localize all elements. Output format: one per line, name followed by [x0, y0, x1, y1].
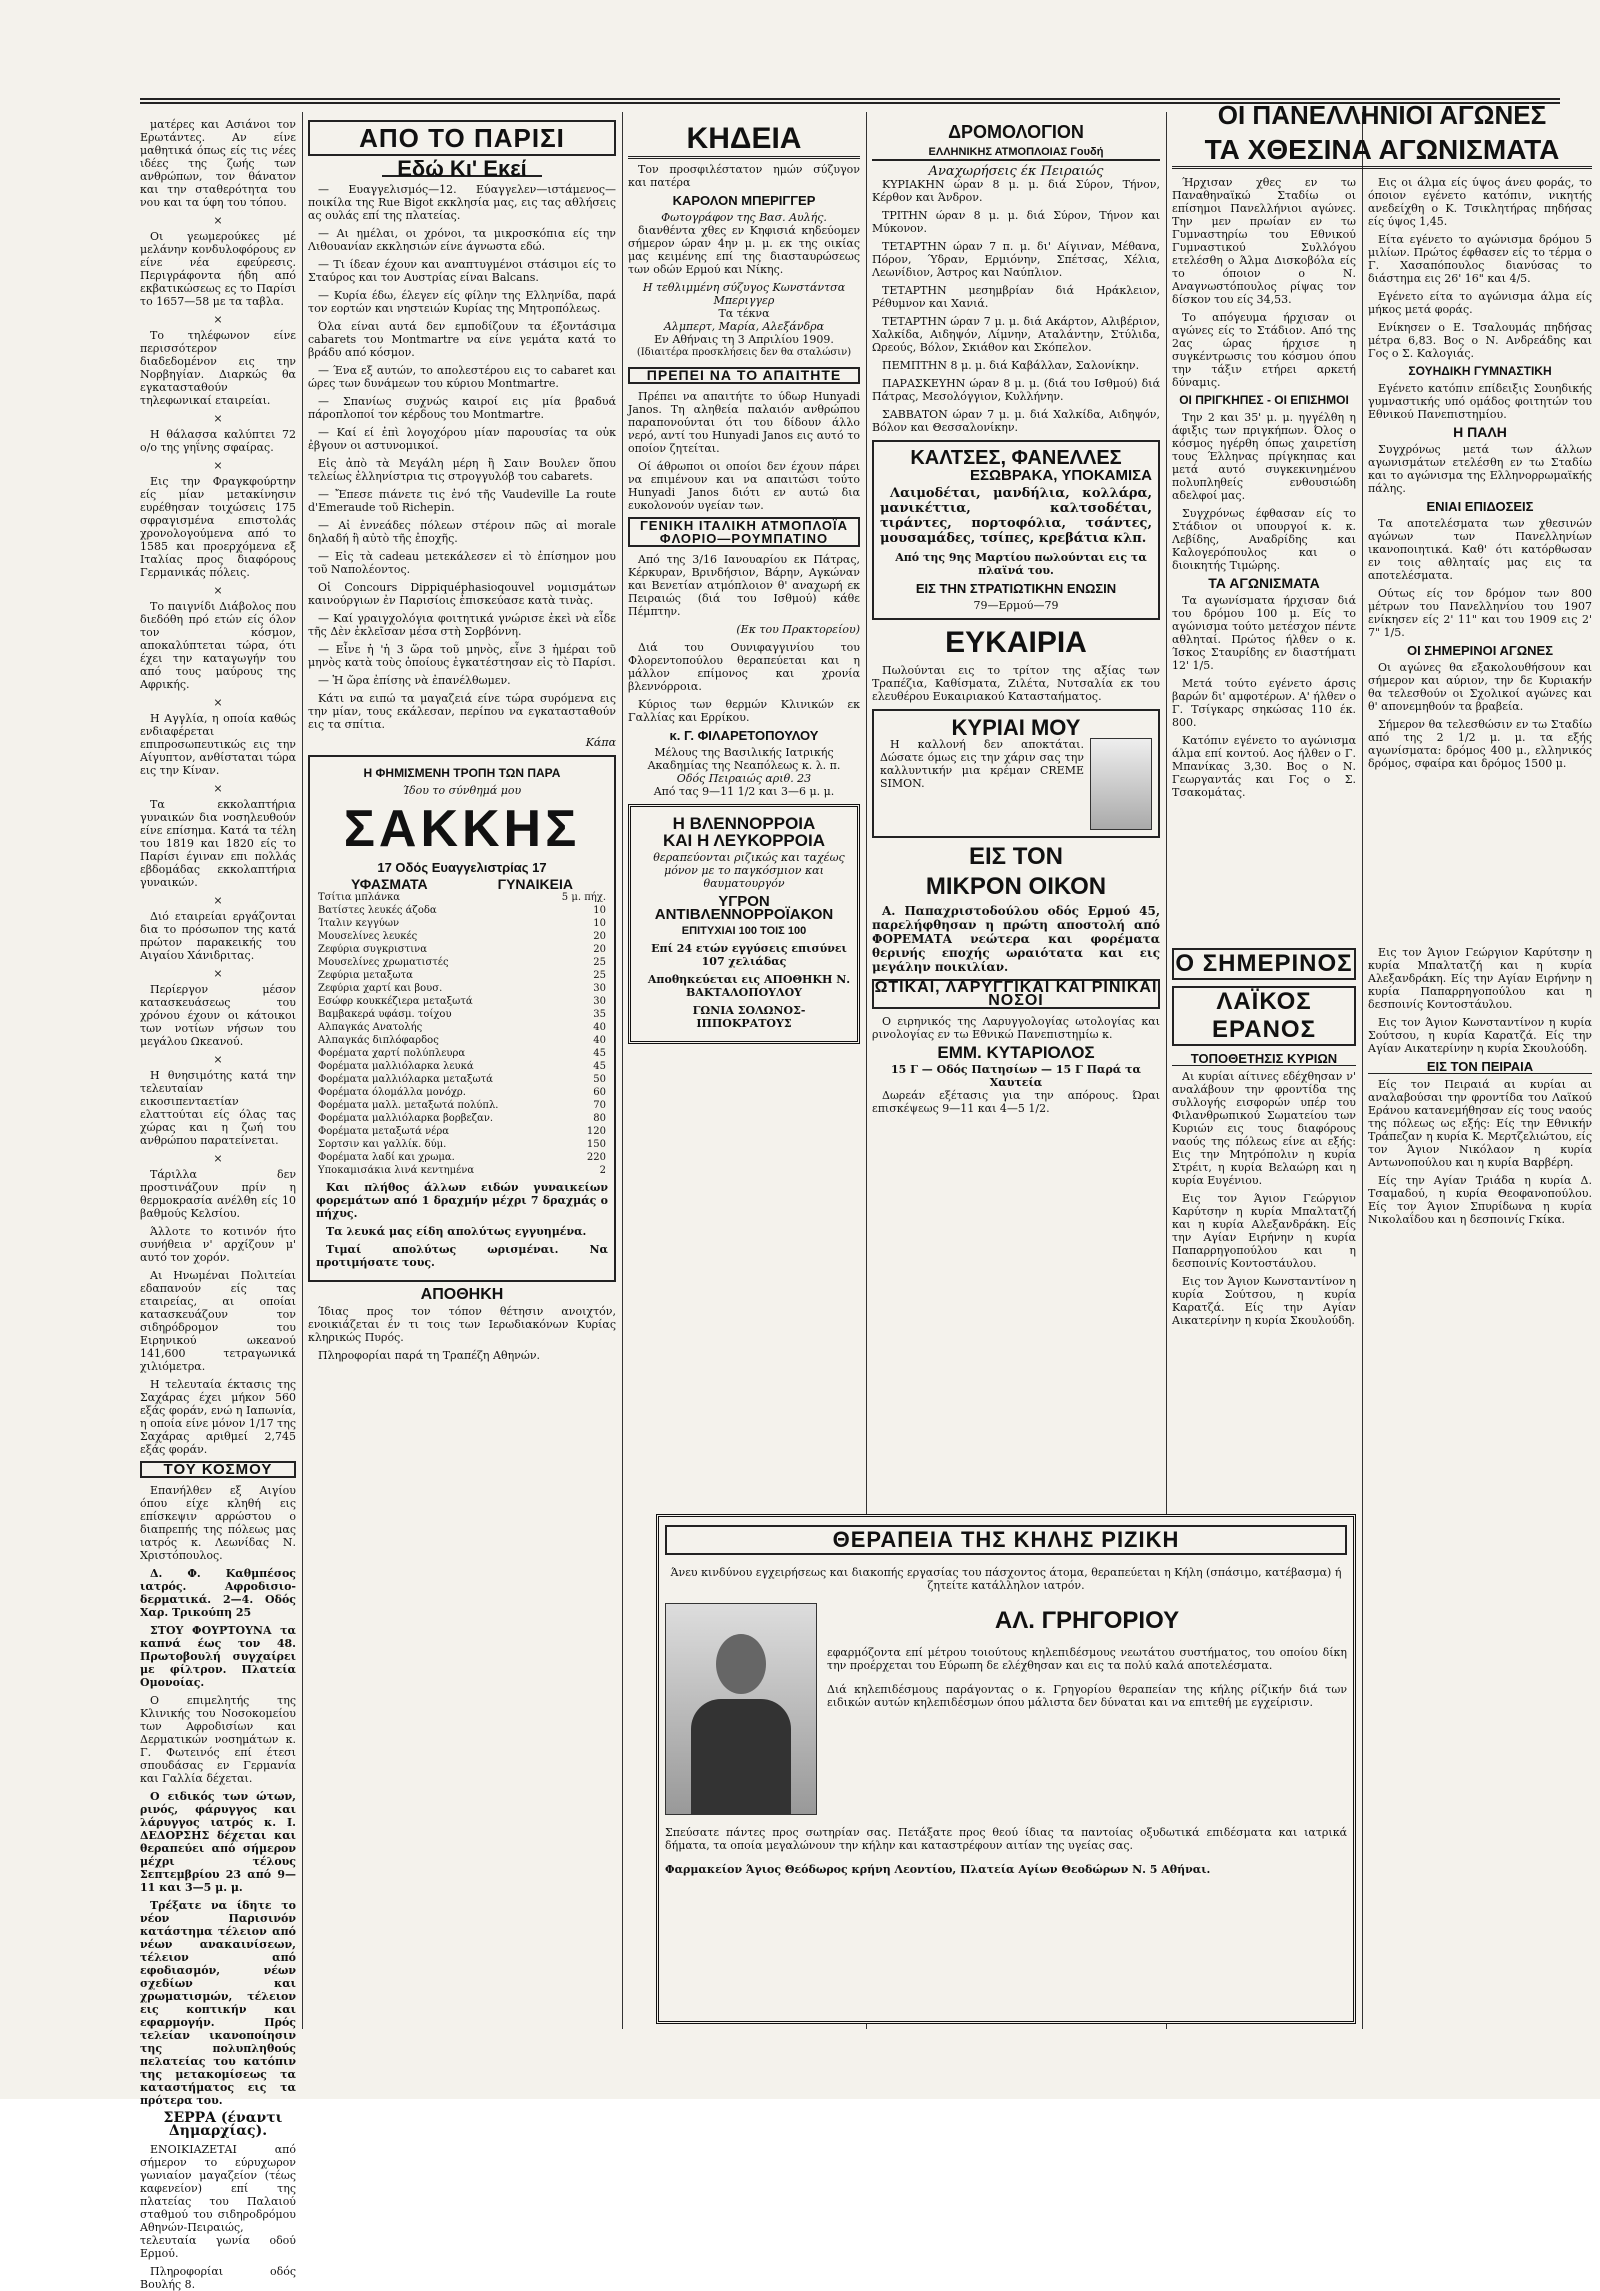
- price-value: 40: [593, 1035, 606, 1046]
- price-value: 45: [593, 1048, 606, 1059]
- section-heading: ΕΝΙΑΙ ΕΠΙΔΟΣΕΙΣ: [1426, 499, 1534, 514]
- notice-line: Από τας 9—11 1/2 και 3—6 μ. μ.: [653, 785, 835, 798]
- ad-heading: ΚΥΡΙΑΙ ΜΟΥ: [951, 715, 1081, 740]
- price-item: Ζεφύρια συγκριστινα: [318, 944, 427, 955]
- notice-line: Η τεθλιμμένη σύζυγος Κωνστάντσα Μπεριγγερ: [642, 281, 846, 307]
- schedule-entry: ΣΑΒΒΑΤΟΝ ώραν 7 μ. μ. διά Χαλκίδα, Αιδηψόν, Βόλον και Θεσσαλονίκην.: [872, 408, 1160, 434]
- article-paragraph: Κατόπιν εγένετο το αγώνισμα άλμα επί κοντού. Αος ήλθεν ο Γ. Μπανίκας 3,30. Βος ο Ν. Γεωργαντάς και Γος ο Σ. Τσακομάτας.: [1172, 734, 1356, 799]
- ad-column-label: ΓΥΝΑΙΚΕΙΑ: [497, 876, 573, 892]
- price-item: Φορέματα μεταξωτά νέρα: [318, 1126, 449, 1137]
- ad-paragraph: θεραπεύονται ριζικώς και ταχέως μόνον με το παγκόσμιον και θαυματουργόν: [653, 851, 845, 890]
- price-value: 120: [586, 1126, 606, 1137]
- ad-paragraph: Επί 24 ετών εγγύσεις επισύνει 107 χελιάδας: [651, 942, 847, 968]
- article-paragraph: — Ένα εξ αυτών, το απολεστέρου εις το cabaret και ώρες των δυνάμεων του κύριου Montmartre.: [308, 364, 616, 390]
- ad-paragraph: Δ. Φ. Καθμπέσος ιατρός. Αφροδισιο-δερματικά. 2—4. Οδός Χαρ. Τρικούπη 25: [140, 1567, 296, 1619]
- article-paragraph: Διό εταιρείαι εργάζονται δια το πρόσωπον της κατά πρώτον παρακεικής του Αιγαίου Χάνιδριτας.: [140, 910, 296, 962]
- ad-paragraph: Και πλήθος άλλων ειδών γυναικείων φορεμάτων από 1 δραχμήν μέχρι 7 δραχμάς ο πήχυς.: [316, 1181, 608, 1220]
- article-paragraph: Άλλοτε το κοτινόν ήτο συνήθεια ν' αρχίζουν μ' αυτό τον χορόν.: [140, 1225, 296, 1264]
- ad-heading: Η ΒΛΕΝΝΟΡΡΟΙΑ: [672, 814, 816, 833]
- column-title: ΑΠΟ ΤΟ ΠΑΡΙΣΙ: [308, 120, 616, 156]
- ad-paragraph: εφαρμόζοντα επί μέτρου τοιούτους κηλεπιδέσμους νεωτάτου συστήματος, του οποίου δίκη την προέρχεται του Εύρωπη δε ελέχθησαν και εις τα πολύ καλά αποτελέσματα.: [827, 1646, 1347, 1672]
- separator: ×: [213, 214, 223, 227]
- ad-paragraph: ΣΤΟΥ ΦΟΥΡΤΟΥΝΑ τα καπνά έως τον 48. Πρωτοβουλή συγχαίρει με φίλτρον. Πλατεία Ομονοίας.: [140, 1624, 296, 1689]
- price-row: [316, 956, 608, 969]
- kideia-title: ΚΗΔΕΙΑ: [628, 122, 860, 159]
- article-paragraph: — Αι ημέλαι, οι χρόνοι, τα μικροσκόπια είς την Λιθουανίαν εκκλησιών είνε άγνωστα εδώ.: [308, 227, 616, 253]
- ad-brand-title: ΣΑΚΚΗΣ: [343, 800, 581, 858]
- ad-paragraph: Άνευ κινδύνου εγχειρήσεως και διακοπής εργασίας του πάσχοντος άτομα, θεραπεύεται η Κήλη (σπάσιμο, κατέβασμα) ή ζητείτε κατάλληλον ιατρόν.: [670, 1566, 1342, 1592]
- doctor-name: ΑΛ. ΓΡΗΓΟΡΙΟΥ: [994, 1607, 1180, 1634]
- ad-heading: ΑΠΟΘΗΚΗ: [420, 1286, 504, 1303]
- price-row: [316, 904, 608, 917]
- price-row: [316, 1125, 608, 1138]
- ad-text-column: [827, 1603, 1347, 1815]
- ad-paragraph: Σπεύσατε πάντες προς σωτηρίαν σας. Πετάξατε προς θεού ίδιας τα παντοίας οξυδωτικά επιδέσματα και ιατρικά δήματα, τα οποία μεγαλώνουν την κήλην και καταστρέφουν αιτίαν της υγείας σας.: [665, 1826, 1347, 1852]
- ad-paragraph: ΓΩΝΙΑ ΣΟΛΩΝΟΣ-ΙΠΠΟΚΡΑΤΟΥΣ: [692, 1004, 806, 1030]
- article-paragraph: ματέρες και Ασιάνοι τον Ερωτάντες. Αν είνε μαθητικά όπως είς τις νέες ιδέες της ζωής των ανθρώπων, τον θάνατον και την σταθερότητα του νου και τα ύφη του τόπου.: [140, 118, 296, 209]
- column-divider: [622, 112, 623, 2029]
- ad-subheading: Ίδου το σύνθημά μου: [402, 784, 522, 797]
- doctor-photo: [665, 1603, 817, 1815]
- column-5b: [1368, 176, 1592, 938]
- column-5d: [1368, 946, 1592, 2029]
- ad-paragraph: Τιμαί απολύτως ωρισμέναι. Να προτιμήσατε τους.: [316, 1243, 608, 1269]
- section-heading: ΓΕΝΙΚΗ ΙΤΑΛΙΚΗ ΑΤΜΟΠΛΟΪΑ ΦΛΟΡΙΟ—ΡΟΥΜΠΑΤΙΝΟ: [628, 517, 860, 547]
- article-paragraph: Οί άθρωποι οι οποίοι δεν έχουν πάρει να επιμένουν και να απαιτώσι τούτο Hunyadi Janos διότι εν αυτώ δια ευκολονούν υγείαν των.: [628, 460, 860, 512]
- price-item: Φορέματα μαλλιόλαρκα λευκά: [318, 1061, 474, 1072]
- article-paragraph: Εις τον Άγιον Γεώργιον Καρύτσην η κυρία Μπαλτατζή και η κυρία Αλεξανδράκη. Είς την Αγίαν Ειρήνην η κυρία Παπαρρηγοπούλου και η δεσποινίς Κοντοστάυλου.: [1172, 1192, 1356, 1270]
- article-paragraph: Είς τον Πειραιά αι κυρίαι αι αναλαβούσαι την φροντίδα του Λαϊκού Εράνου κατανεμήθησαν είς τους ναούς της πόλεως ως εξής: Είς την Εθνικήν Τράπεζαν η κυρία Κ. Μερτζελιώτου, είς τον Άγιον Νικόλαον η κυρία Αντωνοπούλου και η κυρία Βαρβέρη.: [1368, 1078, 1592, 1169]
- ad-address: 17 Οδός Ευαγγελιστρίας 17: [377, 860, 547, 875]
- ad-heading: ΥΓΡΟΝ ΑΝΤΙΒΛΕΝΝΟΡΡΟΪΑΚΟΝ: [654, 893, 834, 923]
- ad-columns-header: [316, 878, 608, 891]
- price-item: Υποκαμισάκια λινά κεντημένα: [318, 1165, 475, 1176]
- price-item: Τσίτια μπλάνκα: [318, 892, 401, 903]
- article-paragraph: Είς την Αγίαν Τριάδα η κυρία Δ. Τσαμαδού, η κυρία Θεοφανοπούλου. Είς τον Άγιον Σπυρίδωνα η κυρία Νικολαΐδου και η δεσποινίς Γκίκα.: [1368, 1174, 1592, 1226]
- laikos-eranos-title: ΛΑΪΚΟΣ ΕΡΑΝΟΣ: [1172, 986, 1356, 1046]
- mikron-heading: ΕΙΣ ΤΟΝ: [969, 843, 1063, 870]
- article-paragraph: Αι κυρίαι αίτινες εδέχθησαν ν' αναλάβουν την φροντίδα της συλλογής εισφορών υπέρ του Φιλανθρωπικού Σωματείου των Κυριών εις τους διαφόρους ναούς της πόλεως είνε αι εξής: Εις την Μητρόπολιν η κυρία Στρέιτ, η κυρία Βελαώρη και η κυρία Ευγένιου.: [1172, 1070, 1356, 1187]
- price-value: 80: [593, 1113, 606, 1124]
- article-paragraph: Εις τον Άγιον Κωνσταντίνον η κυρία Σούτσου, η κυρία Καρατζά. Είς την Αγίαν Αικατερίνην η κυρία Σκουλούδη.: [1368, 1016, 1592, 1055]
- column-4: [872, 118, 1160, 1508]
- article-paragraph: Συγχρόνως μετά των άλλων αγωνισμάτων ετελέσθη εν τω Σταδίω και το αγώνισμα της Ελληνορρωμαϊκής πάλης.: [1368, 443, 1592, 495]
- section-heading: ΤΑ ΑΓΩΝΙΣΜΑΤΑ: [1208, 575, 1320, 591]
- article-paragraph: Η Αγγλία, η οποία καθώς ενδιαφέρεται επιπροσωπευτικώς εις την Αίγυπτον, ανθίσταται τώρα εις την Κίναν.: [140, 712, 296, 777]
- ad-paragraph: Ο επιμελητής της Κλινικής του Νοσοκομείου των Αφροδισίων και Δερματικών νοσημάτων κ. Γ. Φωτεινός επί έτεσι σπουδάσας εν Γερμανία και Γαλλία δέχεται.: [140, 1694, 296, 1785]
- notice-line: Μέλους της Βασιλικής Ιατρικής Ακαδημίας της Νεαπόλεως κ. λ. π.: [647, 746, 841, 772]
- column-subtitle: Εδώ Κι' Εκεί: [382, 162, 542, 177]
- notice-line: (Ιδιαιτέρα προσκλήσεις δεν θα σταλώσιν): [636, 347, 852, 358]
- price-value: 25: [593, 970, 606, 981]
- article-paragraph: Οι γεωμερούκες μέ μελάνην κονδυλοφόρους εν είνε νέα εφεύρεσις. Περιγράφοντα ήδη από εκβατικώσεως ες το Παρίσι το 1657—58 με τα ταβλα.: [140, 230, 296, 308]
- price-row: [316, 917, 608, 930]
- price-row: [316, 891, 608, 904]
- article-paragraph: Είτα εγένετο το αγώνισμα δρόμου 5 μιλίων. Πρώτος έφθασεν είς το τέρμα ο Γ. Χασαπόπουλος διανύσας το διάστημα εις 26' 16" και 4/5.: [1368, 233, 1592, 285]
- ad-paragraph: Αποθηκεύεται εις ΑΠΟΘΗΚΗ Ν. ΒΑΚΤΑΛΟΠΟΥΛΟΥ: [647, 973, 851, 999]
- article-paragraph: Ενίκησεν ο Ε. Τσαλουμάς πηδήσας μέτρα 6,83. Βος ο Ν. Ανδρεάδης και Γος ο Σ. Καλογιάς.: [1368, 321, 1592, 360]
- section-heading: ΕΙΣ ΤΟΝ ΠΕΙΡΑΙΑ: [1368, 1060, 1592, 1074]
- article-paragraph: Το απόγευμα ήρχισαν οι αγώνες είς το Στάδιον. Από της 2ας ώρας ήρχισε η συγκέντρωσις του κόσμου όπου την τάξιν ετήρει αρκετή δύναμις.: [1172, 311, 1356, 389]
- price-value: 50: [593, 1074, 606, 1085]
- doctor-name: ΕΜΜ. ΚΥΤΑΡΙΟΛΟΣ: [937, 1043, 1095, 1062]
- column-divider: [1362, 112, 1363, 2029]
- article-paragraph: Τα εκκολαπτήρια γυναικών δια νοσηλευθούν είνε επίσημα. Κατά τα τέλη του 1819 και 1820 είς το Παρίσι έγιναν επι πολλάς εβδομάδας εκκολαπτήρια γυναικών.: [140, 798, 296, 889]
- price-row: [316, 1086, 608, 1099]
- price-value: 60: [593, 1087, 606, 1098]
- price-item: Ίταλιν κεγγύων: [318, 918, 400, 929]
- price-value: 150: [586, 1139, 606, 1150]
- article-paragraph: Ούτως είς τον δρόμον των 800 μέτρων του Πανελληνίου του 1907 ενίκησεν είς 2' 11" και του 1909 εις 2' 7" 1/5.: [1368, 587, 1592, 639]
- ad-heading: ΕΣΩΒΡΑΚΑ, ΥΠΟΚΑΜΙΣΑ: [970, 467, 1152, 484]
- article-paragraph: — Εἰς τὰ cadeau μετεκάλεσεν εἰ τὸ ἐπίσημον μου τοῦ Ναπολέοντος.: [308, 550, 616, 576]
- notice-line: Τα τέκνα: [718, 307, 770, 320]
- price-item: Ζεφύρια μεταξωτα: [318, 970, 413, 981]
- article-paragraph: Διά του Ουνιφαγγινίου του Φλορεντοπούλου θεραπεύεται και η μάλλον επίμονος και χρονία βλεννόρροια.: [628, 641, 860, 693]
- column-5c: [1172, 946, 1356, 1506]
- article-paragraph: Συγχρόνως έφθασαν είς το Στάδιον οι υπουργοί κ. κ. Λεβίδης, Αναδρίδης και Καλογερόπουλος και ο διοικητής Τιμώρης.: [1172, 507, 1356, 572]
- price-row: [316, 930, 608, 943]
- ad-paragraph: Λαιμοδέται, μανδήλια, κολλάρα, μανικέττια, καλτσοδέται, τιράντες, πορτοφόλια, τσάντες, μουσαμάδες, τσίπες, κρεβάτια κλπ.: [880, 486, 1152, 546]
- price-value: 30: [593, 996, 606, 1007]
- price-value: 45: [593, 1061, 606, 1072]
- article-paragraph: — Ἡ ὥρα ἐπίσης νὰ ἐπανέλθωμεν.: [318, 674, 511, 687]
- section-heading: ΤΟΥ ΚΟΣΜΟΥ: [140, 1461, 296, 1478]
- signature: (Εκ του Πρακτορείου): [736, 623, 860, 636]
- ad-paragraph: Ο ειδικός των ώτων, ρινός, φάρυγγος και λάρυγγος ιατρός κ. Ι. ΔΕΔΟΡΣΗΣ δέχεται και θεραπεύει από σήμερον μέχρι τέλους Σεπτεμβρίου 23 από 9—11 και 3—5 μ. μ.: [140, 1790, 296, 1894]
- eukairia-heading: ΕΥΚΑΙΡΙΑ: [945, 626, 1087, 659]
- schedule-entry: ΠΑΡΑΣΚΕΥΗΝ ώραν 8 μ. μ. (διά του Ισθμού) διά Πάτρας, Μεσολόγγιον, Κυλλήνην.: [872, 377, 1160, 403]
- separator: ×: [213, 967, 223, 980]
- article-paragraph: Εις τον Άγιον Γεώργιον Καρύτσην η κυρία Μπαλτατζή και η κυρία Αλεξανδράκη. Είς την Αγίαν Ειρήνην η κυρία Παπαρρηγοπούλου και η δεσποινίς Κοντοστάυλου.: [1368, 946, 1592, 1011]
- price-item: Ζεφύρια χαρτί και βουσ.: [318, 983, 443, 994]
- article-paragraph: Κύριος των θερμών Κλινικών εκ Γαλλίας και Ερρίκου.: [628, 698, 860, 724]
- ad-heading: Η ΦΗΜΙΣΜΕΝΗ ΤΡΟΠΗ ΤΩΝ ΠΑΡΑ: [363, 766, 561, 780]
- column-divider: [302, 112, 303, 2029]
- ad-paragraph: Η καλλονή δεν αποκτάται. Δώσατε όμως εις την χάριν σας την καλλυντικήν μια κρέμαν CREME SIMON.: [880, 738, 1084, 790]
- price-item: Φορέματα μαλλιόλαρκα βορβεζαν.: [318, 1113, 494, 1124]
- price-item: Αλπαγκάς Ανατολής: [318, 1022, 423, 1033]
- price-value: 10: [593, 918, 606, 929]
- article-paragraph: Το παιγνίδι Διάβολος που διεδόθη πρό ετών είς όλον τον κόσμον, αποκαλύπτεται τώρα, ότι έχει την καταγωγήν του από τους μαύρους της Αφρικής.: [140, 600, 296, 691]
- price-value: 40: [593, 1022, 606, 1033]
- article-paragraph: Η θνησιμότης κατά την τελευταίαν εικοσιπενταετίαν ελαττούται είς όλας τας χώρας και η ζωή του ανθρώπου παρατείνεται.: [140, 1069, 296, 1147]
- separator: ×: [213, 894, 223, 907]
- ad-address: 15 Γ — Οδός Πατησίων — 15 Γ Παρά τα Χαυτεία: [891, 1063, 1141, 1089]
- article-paragraph: — Εἶνε ἡ 'ἡ 3 ὥρα τοῦ μηνὸς, εἶνε 3 ἡμέραι τοῦ μηνὸς κατὰ τοὺς ὁποίους ἐγκατέστησαν εἰς τὸ Παρίσι.: [308, 643, 616, 669]
- sakkis-advertisement: [308, 755, 616, 1282]
- dromologion-subtitle: ΕΛΛΗΝΙΚΗΣ ΑΤΜΟΠΛΟΙΑΣ Γουδή: [872, 146, 1160, 161]
- schedule-entry: ΤΕΤΑΡΤΗΝ μεσημβρίαν διά Ηράκλειον, Ρέθυμνον και Χανιά.: [872, 284, 1160, 310]
- article-paragraph: Σήμερον θα τελεσθώσιν εν τω Σταδίω από της 2 1/2 μ. μ. τα εξής αγωνίσματα: δρόμος 400 μ., ελληνικός δρόμος, σφαίρα και δρόμος 1500 μ.: [1368, 718, 1592, 770]
- section-heading: ΟΙ ΣΗΜΕΡΙΝΟΙ ΑΓΩΝΕΣ: [1406, 643, 1554, 658]
- ad-heading: ΘΕΡΑΠΕΙΑ ΤΗΣ ΚΗΛΗΣ ΡΙΖΙΚΗ: [665, 1525, 1347, 1555]
- separator: ×: [213, 584, 223, 597]
- section-heading: ΤΟΠΟΘΕΤΗΣΙΣ ΚΥΡΙΩΝ: [1172, 1052, 1356, 1066]
- price-item: Εσώφρ κουκκέζιερα μεταξωτά: [318, 996, 473, 1007]
- departures-heading: Αναχωρήσεις έκ Πειραιώς: [928, 164, 1104, 179]
- schedule-entry: ΤΡΙΤΗΝ ώραν 8 μ. μ. διά Σύρον, Τήνον και Μύκονον.: [872, 209, 1160, 235]
- price-row: [316, 1060, 608, 1073]
- article-paragraph: — Αἰ ἐννεάδες πόλεων στέροιν πῶς αἱ morale δηλαδή ἢ αὐτὸ τῆς ἐποχῆς.: [308, 519, 616, 545]
- price-item: Βατίστες λευκές άζοδα: [318, 905, 437, 916]
- kyriai-body: [880, 738, 1152, 830]
- price-value: 20: [593, 944, 606, 955]
- price-item: Μουσελίνες χρωματιστές: [318, 957, 449, 968]
- price-value: 10: [593, 905, 606, 916]
- article-paragraph: Οἱ Concours Dippiquéphasioqouvel νομισμάτων καινούργιων ἐν Παρισίοις ἐπισκεύασε κατὰ τινὰς.: [308, 581, 616, 607]
- price-row: [316, 1138, 608, 1151]
- ad-paragraph: Φαρμακείον Άγιος Θεόδωρος κρήνη Λεοντίου, Πλατεία Αγίων Θεοδώρων Ν. 5 Αθήναι.: [665, 1863, 1211, 1876]
- ad-heading: ΚΑΙ Η ΛΕΥΚΟΡΡΟΙΑ: [662, 831, 825, 850]
- price-row: [316, 1034, 608, 1047]
- price-value: 2: [599, 1165, 606, 1176]
- article-paragraph: — Καί γραιγχολόγια φοιτητικά γνώρισε ἐκεὶ νὰ εἶδε τῆς Δὲν ἐκλεῖσαν μέσα στὴ Σορβόννη.: [308, 612, 616, 638]
- article-paragraph: Αι Ηνωμέναι Πολιτείαι εδαπανούν είς τας εταιρείας, αι οποίαι κατασκευάζουν τον σιδηρόδρομον του Ειρηνικού ωκεανού 141,600 τετραγωνικά χιλιόμετρα.: [140, 1269, 296, 1373]
- article-paragraph: Η θάλασσα καλύπτει 72 ο/ο της γηΐνης σφαίρας.: [140, 428, 296, 454]
- section-heading: ΣΟΥΗΔΙΚΗ ΓΥΜΝΑΣΤΙΚΗ: [1408, 364, 1552, 378]
- price-value: 70: [593, 1100, 606, 1111]
- price-row: [316, 1164, 608, 1177]
- price-row: [316, 943, 608, 956]
- price-item: Φορέματα μαλλ. μεταξωτά πολύπλ.: [318, 1100, 499, 1111]
- kyriai-advertisement: [872, 709, 1160, 838]
- separator: ×: [213, 459, 223, 472]
- price-item: Φορέματα όλομάλλα μονόχρ.: [318, 1087, 466, 1098]
- schedule-entry: ΚΥΡΙΑΚΗΝ ώραν 8 μ. μ. διά Σύρον, Τήνον, Κέρθον και Άνδρον.: [872, 178, 1160, 204]
- article-paragraph: Από της 3/16 Ιανουαρίου εκ Πάτρας, Κέρκυραν, Βρινδήσιον, Βάρην, Αγκώναν και Βενετίαν ατμόπλοιον θ' αναχωρή εκ Πειραιώς (διά του Ισθμού) κάθε Πέμπτην.: [628, 553, 860, 618]
- article-paragraph: Εγένετο κατόπιν επίδειξις Σουηδικής γυμναστικής υπό ομάδος φοιτητών του Εθνικού Πανεπιστημίου.: [1368, 382, 1592, 421]
- ad-heading: ΕΙΣ ΤΗΝ ΣΤΡΑΤΙΩΤΙΚΗΝ ΕΝΩΣΙΝ: [915, 581, 1117, 596]
- schedule-entry: ΤΕΤΑΡΤΗΝ ώραν 7 π. μ. δι' Αίγιναν, Μέθανα, Πόρον, Ύδραν, Ερμιόνην, Σπέτσας, Χέλια, Λεωνίδιον, Άστρος και Ναύπλιον.: [872, 240, 1160, 279]
- face-shape: [716, 1634, 766, 1694]
- article-paragraph: Επανήλθεν εξ Αιγίου όπου είχε κληθή εις επίσκεψιν αρρώστου ο διαπρεπής της πόλεως μας ιατρός κ. Λεωνίδας Ν. Χριστόπουλος.: [140, 1484, 296, 1562]
- article-paragraph: — Ευαγγελισμός—12. Εύαγγελεν—ιστάμενος—ποικίλα της Rue Bigot εκκλησία μας, εις τας αθλήσεις ας ουλάς επί της πλατείας.: [308, 183, 616, 222]
- ad-paragraph: Πωλούνται εις το τρίτον της αξίας των Τραπέζια, Καθίσματα, Ζιλέτα, Νυτσαλία εκ του ελευθέρου Ευκαιριακού Κατασταήματος.: [872, 664, 1160, 703]
- ad-paragraph: Ο ειρηνικός της Λαρυγγολογίας ωτολογίας και ρινολογίας εν τω Εθνικώ Πανεπιστημίω κ.: [872, 1015, 1160, 1041]
- price-row: [316, 995, 608, 1008]
- article-paragraph: Εις οι άλμα είς ύψος άνευ φοράς, το όποιον εγένετο κατόπιν, νικητής ανεδείχθη ο Κ. Τσικλητήρας πηδήσας είς ύψος 1,45.: [1368, 176, 1592, 228]
- article-paragraph: Ήρχισαν χθες εν τω Παναθηναϊκώ Σταδίω οι επίσημοι Πανελλήνιοι αγώνες. Την μεν πρωίαν εν τω Γυμναστηρίω του Εθνικού Γυμναστικού Συλλόγου ετελέσθη ο Άλμα Δισκοβόλα είς το όποιον ο Ν. Αναγνωστόπουλος ρίψας τον δίσκον του είς 34,53.: [1172, 176, 1356, 306]
- ad-paragraph: Πληροφορίαι παρά τη Τραπέζη Αθηνών.: [318, 1349, 541, 1362]
- price-row: [316, 1099, 608, 1112]
- article-paragraph: Μετά τούτο εγένετο άρσις βαρών δι' αμφοτέρων. Α' ήλθεν ο Γ. Τσίγκαρς σηκώσας 110 έκ. 800.: [1172, 677, 1356, 729]
- separator: ×: [213, 696, 223, 709]
- column-1: [140, 118, 296, 2291]
- price-value: 220: [586, 1152, 606, 1163]
- article-paragraph: Εις τον Άγιον Κωνσταντίνον η κυρία Σούτσου, η κυρία Καρατζά. Είς την Αγίαν Αικατερίνην η κυρία Σκουλούδη.: [1172, 1275, 1356, 1327]
- price-row: [316, 1021, 608, 1034]
- ad-paragraph: Διά κηλεπιδέσμους παράγοντας ο κ. Γρηγορίου θεραπείαν της κήλης ρίζικήν διά των ειδικών αυτών κηλεπιδέσμων όπου μάλιστα δεν δύναται και να επιτεθή με εγχείρισιν.: [827, 1683, 1347, 1709]
- ad-column-label: ΥΦΑΣΜΑΤΑ: [351, 876, 428, 892]
- kili-advertisement: [656, 1514, 1356, 2024]
- price-value: 25: [593, 957, 606, 968]
- section-heading: ΩΤΙΚΑΙ, ΛΑΡΥΓΓΙΚΑΙ ΚΑΙ ΡΙΝΙΚΑΙ ΝΟΣΟΙ: [872, 979, 1160, 1009]
- article-paragraph: Εις την Φραγκφούρτην είς μίαν μετακίνησιν ευρέθησαν τοιχώσεις 175 σφραγισμένα επιστολάς χρονολογούμενα από το 1585 και προερχόμενα εξ Ιταλίας προς διαφόρους Γερμανικάς πόλεις.: [140, 475, 296, 579]
- agones-subtitle: ΤΑ ΧΘΕΣΙΝΑ ΑΓΩΝΙΣΜΑΤΑ: [1172, 134, 1592, 169]
- notice-line: Εν Αθήναις τη 3 Απριλίου 1909.: [654, 333, 834, 346]
- signature: Κάπα: [585, 736, 616, 749]
- section-heading: ΟΙ ΠΡΙΓΚΗΠΕΣ - ΟΙ ΕΠΙΣΗΜΟΙ: [1179, 393, 1349, 407]
- separator: ×: [213, 412, 223, 425]
- separator: ×: [213, 1053, 223, 1066]
- ad-paragraph: ΣΕΡΡΑ (έναντι Δημαρχίας).: [163, 2110, 283, 2139]
- price-row: [316, 1008, 608, 1021]
- dromologion-title: ΔΡΟΜΟΛΟΓΙΟΝ: [948, 122, 1084, 142]
- article-paragraph: Τα αποτελέσματα των χθεσινών αγώνων των Πανελληνίων ικανοποιητικά. Καθ' ότι κατόρθωσαν εν τοις αθληταίς μας εις τα αποτελέσματα.: [1368, 517, 1592, 582]
- price-table: [316, 891, 608, 1177]
- price-value: 5 μ. πήχ.: [561, 892, 606, 903]
- price-item: Σορτσιν και γαλλίκ. δύμ.: [318, 1139, 447, 1150]
- deceased-role: Φωτογράφον της Βασ. Αυλής.: [661, 211, 827, 224]
- body-shape: [691, 1699, 791, 1814]
- separator: ×: [213, 1152, 223, 1165]
- price-value: 35: [593, 1009, 606, 1020]
- price-item: Βαμβακερά υφάσμ. τοίχου: [318, 1009, 452, 1020]
- price-item: Φορέματα μαλλιόλαρκα μεταξωτά: [318, 1074, 493, 1085]
- article-paragraph: Τάριλλα δεν προστινάζουν πρίν η θερμοκρασία ανέλθη είς 10 βαθμούς Κελσίου.: [140, 1168, 296, 1220]
- deceased-name: ΚΑΡΟΛΟΝ ΜΠΕΡΙΓΓΕΡ: [672, 193, 816, 208]
- article-paragraph: Το τηλέφωνον είνε περισσότερον διαδεδομένον εις την Νορβηγίαν. Διαρκώς θα εγκατασταθούν τηλεφωνικαί εταιρείαι.: [140, 329, 296, 407]
- cream-bottle-illustration: [1090, 738, 1152, 830]
- ad-paragraph: ΕΝΟΙΚΙΑΖΕΤΑΙ από σήμερον το εύρυχωρον γωνιαίον μαγαζείον (τέως καφενείον) επί της πλατείας του Παλαιού σταθμού του σιδηροδρόμου Αθηνών-Πειραιώς, τελευταία γωνία οδού Ερμού.: [140, 2143, 296, 2260]
- ad-heading: ΚΑΛΤΣΕΣ, ΦΑΝΕΛΛΕΣ: [910, 447, 1122, 469]
- price-row: [316, 1151, 608, 1164]
- column-5a: [1172, 176, 1356, 938]
- article-paragraph: Κάτι να ειπώ τα μαγαζειά είνε τώρα συρόμενα εις την μίαν, τους εκάλεσαν, περίπου να εγκατασταθούν εις τα σπίτια.: [308, 692, 616, 731]
- schedule-entry: ΠΕΜΠΤΗΝ 8 μ. μ. διά Καβάλλαν, Σαλονίκην.: [882, 359, 1140, 372]
- notice-line: Οδός Πειραιώς αριθ. 23: [676, 772, 812, 785]
- article-paragraph: Η τελευταία έκτασις της Σαχάρας έχει μήκον 560 εξάς φοράν, ενώ η Ιαπωνία, η οποία είνε μόνον 1/17 της Σαχάρας αριθμεί 2,745 εξάς φοράν.: [140, 1378, 296, 1456]
- ad-paragraph: Α. Παπαχριστοδούλου οδός Ερμού 45, παρελήφθησαν η πρώτη αποστολή από ΦΟΡΕΜΑΤΑ νεώτερα και φορέματα θερινής εποχής ωραιότατα και εις μεγάλην ποικιλίαν.: [872, 904, 1160, 974]
- article-paragraph: Περίεργον μέσον κατασκευάσεως του χρόνου έχουν οι κάτοικοι των νοτίων νήσων του μεγάλου Ωκεανού.: [140, 983, 296, 1048]
- price-row: [316, 1047, 608, 1060]
- price-row: [316, 969, 608, 982]
- section-heading: Η ΠΑΛΗ: [1453, 424, 1507, 440]
- price-value: 30: [593, 983, 606, 994]
- agones-title: ΟΙ ΠΑΝΕΛΛΗΝΙΟΙ ΑΓΩΝΕΣ: [1217, 100, 1547, 130]
- article-paragraph: Εγένετο είτα το αγώνισμα άλμα είς μήκος μετά φοράς.: [1368, 290, 1592, 316]
- notice-paragraph: διανθέντα χθες εν Κηφισιά κηδεύομεν σήμερον ώραν 4ην μ. μ. εκ της οικίας μας κειμένης επί της διασταυρώσεως των οδών Ερμού και Νίκης.: [628, 224, 860, 276]
- section-heading: ΠΡΕΠΕΙ ΝΑ ΤΟ ΑΠΑΙΤΗΤΕ: [628, 367, 860, 384]
- ad-paragraph: Τρέξατε να ίδητε το νέον Παρισινόν κατάστημα τέλειον από νέων ανακαινίσεων, τέλειον από εφοδιασμόν, νέων σχεδίων και χρωματισμών, τέλειον εις κοπτικήν και εφαρμογήν. Πρός τελείαν ικανοποίησιν της πολυπληθούς πελατείας του κατόπιν της μετακομίσεως τα καταστήματος εις τα πρότερα του.: [140, 1899, 296, 2107]
- ad-paragraph: Ίδιας προς τον τόπον θέτησιν ανοιχτόν, ενοικιάζεται έν τι τοις των Ιερωδιακόνων Κυρίας κληρικώς Πυρός.: [308, 1305, 616, 1344]
- price-value: 20: [593, 931, 606, 942]
- separator: ×: [213, 313, 223, 326]
- price-item: Αλπαγκάς διπλόφαρδος: [318, 1035, 439, 1046]
- ad-paragraph: Τα λευκά μας είδη απολύτως εγγυημένα.: [326, 1225, 587, 1238]
- ad-paragraph: Από της 9ης Μαρτίου πωλούνται εις τα πλαϊνά του.: [895, 551, 1147, 577]
- article-paragraph: Τα αγωνίσματα ήρχισαν διά του δρόμου 100 μ. Είς το αγώνισμα τούτο μετέσχον πέντε αθληταί. Πρώτος ήλθεν ο κ. Ίσκος Σταυρίδης εν διαστήματι 12' 1/5.: [1172, 594, 1356, 672]
- column-2: [308, 118, 616, 2029]
- mikron-heading: ΜΙΚΡΟΝ ΟΙΚΟΝ: [925, 873, 1107, 900]
- ad-address: 79—Ερμού—79: [973, 599, 1059, 612]
- price-item: Φορέματα λαδί και χρωμα.: [318, 1152, 455, 1163]
- ad-heading: ΕΠΙΤΥΧΙΑΙ 100 ΤΟΙΣ 100: [681, 925, 807, 937]
- notice-paragraph: Τον προσφιλέστατον ημών σύζυγον και πατέρα: [628, 163, 860, 189]
- ad-paragraph: Δωρεάν εξέτασις για την απόρους. Ώραι επισκέψεως 9—11 και 4—5 1/2.: [872, 1089, 1160, 1115]
- doctor-name: κ. Γ. ΦΙΛΑΡΕΤΟΠΟΥΛΟΥ: [669, 728, 819, 743]
- price-item: Φορέματα χαρτί πολύπλευρα: [318, 1048, 466, 1059]
- schedule-entry: ΤΕΤΑΡΤΗΝ ώραν 7 μ. μ. διά Ακάρτον, Αλιβέριον, Χαλκίδα, Αιδηψόν, Λίμνην, Αταλάντην, Στύλιδα, Ωρεούς, Βόλον, Σκιάθον και Σκόπελον.: [872, 315, 1160, 354]
- notice-line: Αλμπερτ, Μαρία, Αλεξάνδρα: [663, 320, 825, 333]
- price-row: [316, 1112, 608, 1125]
- ad-body: [665, 1603, 1347, 1815]
- laikos-eranos-title: Ο ΣΗΜΕΡΙΝΟΣ: [1172, 948, 1356, 980]
- article-paragraph: — Τι ίδεαν έχουν και αναπτυγμένοι στάσιμοι είς το Σταύρος και τον Αυστρίας είναι Balcans.: [308, 258, 616, 284]
- separator: ×: [213, 782, 223, 795]
- price-row: [316, 1073, 608, 1086]
- article-paragraph: — Ἔπεσε πιάνετε τις ἐνό τῆς Vaudeville La route d'Emeraude τοῦ Richepin.: [308, 488, 616, 514]
- price-item: Μουσελίνες λευκές: [318, 931, 418, 942]
- vlennorroia-advertisement: [628, 804, 860, 1044]
- article-paragraph: — Καί εί ἐπὶ λογοχόρου μίαν παρουσίας τα οὐκ ἐβγουν οι αστυνομικοί.: [308, 426, 616, 452]
- ad-paragraph: Πληροφορίαι οδός Βουλής 8.: [140, 2265, 296, 2291]
- price-row: [316, 982, 608, 995]
- article-paragraph: — Κυρία έδω, έλεγεν είς φίλην της Ελληνίδα, παρά τον εορτών και νηστειών Κυρίας της Μητροπόλεως.: [308, 289, 616, 315]
- article-paragraph: Οι αγώνες θα εξακολουθήσουν και σήμερον και αύριον, την δε Κυριακήν θα τελεσθούν οι Σχολικοί αγώνες και θ' απονεμηθούν τα βραβεία.: [1368, 661, 1592, 713]
- article-paragraph: Εἰς ἀπὸ τὰ Μεγάλη μέρη ἢ Σαιν Βουλεν ὅπου τελείως ἐλληνίστρια τις στρογγυλόβ του cabarets.: [308, 457, 616, 483]
- article-paragraph: — Σπανίως συχνώς καιροί εις μία βραδυά πάροπλοποί τον κέρδους του Montmartre.: [308, 395, 616, 421]
- article-paragraph: Πρέπει να απαιτήτε το ύδωρ Hunyadi Janos. Τη αληθεία παλαιόν ανθρώπου παραπονούνται ότι του δίδουν άλλο νερό, αντί του Hunyadi Janos εις αυτό το οποίον ζητείται.: [628, 390, 860, 455]
- article-paragraph: Όλα είναι αυτά δεν εμποδίζουν τα έξοντάσιμα cabarets του Montmartre να είνε γεμάτα κατά το βράδυ από κόσμον.: [308, 320, 616, 359]
- kaltses-advertisement: [872, 440, 1160, 620]
- article-paragraph: Την 2 και 35' μ. μ. ηγγέλθη η άφιξις των πριγκήπων. Όλος ο κόσμος ηγέρθη όπως χαιρετίση τους Έλληνας πρίγκηπας και μετά αυτό συγκεκινημένου πολυπληθείς ενθουσιώδη αδελφοί μας.: [1172, 411, 1356, 502]
